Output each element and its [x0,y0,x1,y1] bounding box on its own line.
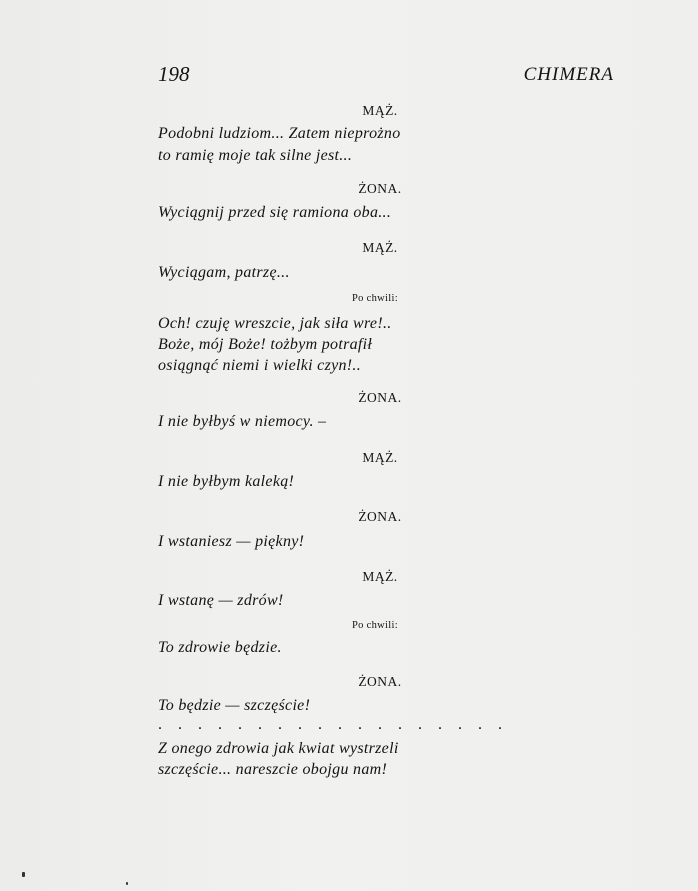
scan-speck [126,882,128,885]
verse-line: Wyciągnij przed się ramiona oba... [158,204,392,221]
speaker-label: ŻONA. [358,509,402,524]
speaker-label: MĄŻ. [362,450,398,465]
speaker-label: ŻONA. [358,674,402,689]
stage-direction: Po chwili: [352,293,398,304]
speaker-label: ŻONA. [358,181,402,196]
running-title: CHIMERA [523,64,614,85]
verse-line: to ramię moje tak silne jest... [158,147,353,164]
verse-line: I wstaniesz — piękny! [158,533,305,550]
speaker-label: MĄŻ. [362,103,398,118]
ellipsis-divider: . . . . . . . . . . . . . . . . . . [158,716,508,733]
verse-line: I nie byłbym kaleką! [158,473,295,490]
verse-line: Podobni ludziom... Zatem nieprożno [158,125,401,142]
verse-line: osiągnąć niemi i wielki czyn!.. [158,357,362,374]
verse-line: I nie byłbyś w niemocy. – [158,413,327,430]
scan-speck [22,872,25,877]
speaker-label: MĄŻ. [362,240,398,255]
verse-line: Wyciągam, patrzę... [158,264,290,281]
verse-line: Boże, mój Boże! tożbym potrafił [158,336,373,353]
speaker-label: ŻONA. [358,390,402,405]
page-number: 198 [158,62,190,86]
verse-line: Z onego zdrowia jak kwiat wystrzeli [158,740,399,757]
verse-line: Och! czuję wreszcie, jak siła wre!.. [158,315,392,332]
verse-line: szczęście... nareszcie obojgu nam! [158,761,388,778]
speaker-label: MĄŻ. [362,569,398,584]
verse-line: To będzie — szczęście! [158,697,311,714]
stage-direction: Po chwili: [352,620,398,631]
verse-line: I wstanę — zdrów! [158,592,284,609]
verse-line: To zdrowie będzie. [158,639,282,656]
